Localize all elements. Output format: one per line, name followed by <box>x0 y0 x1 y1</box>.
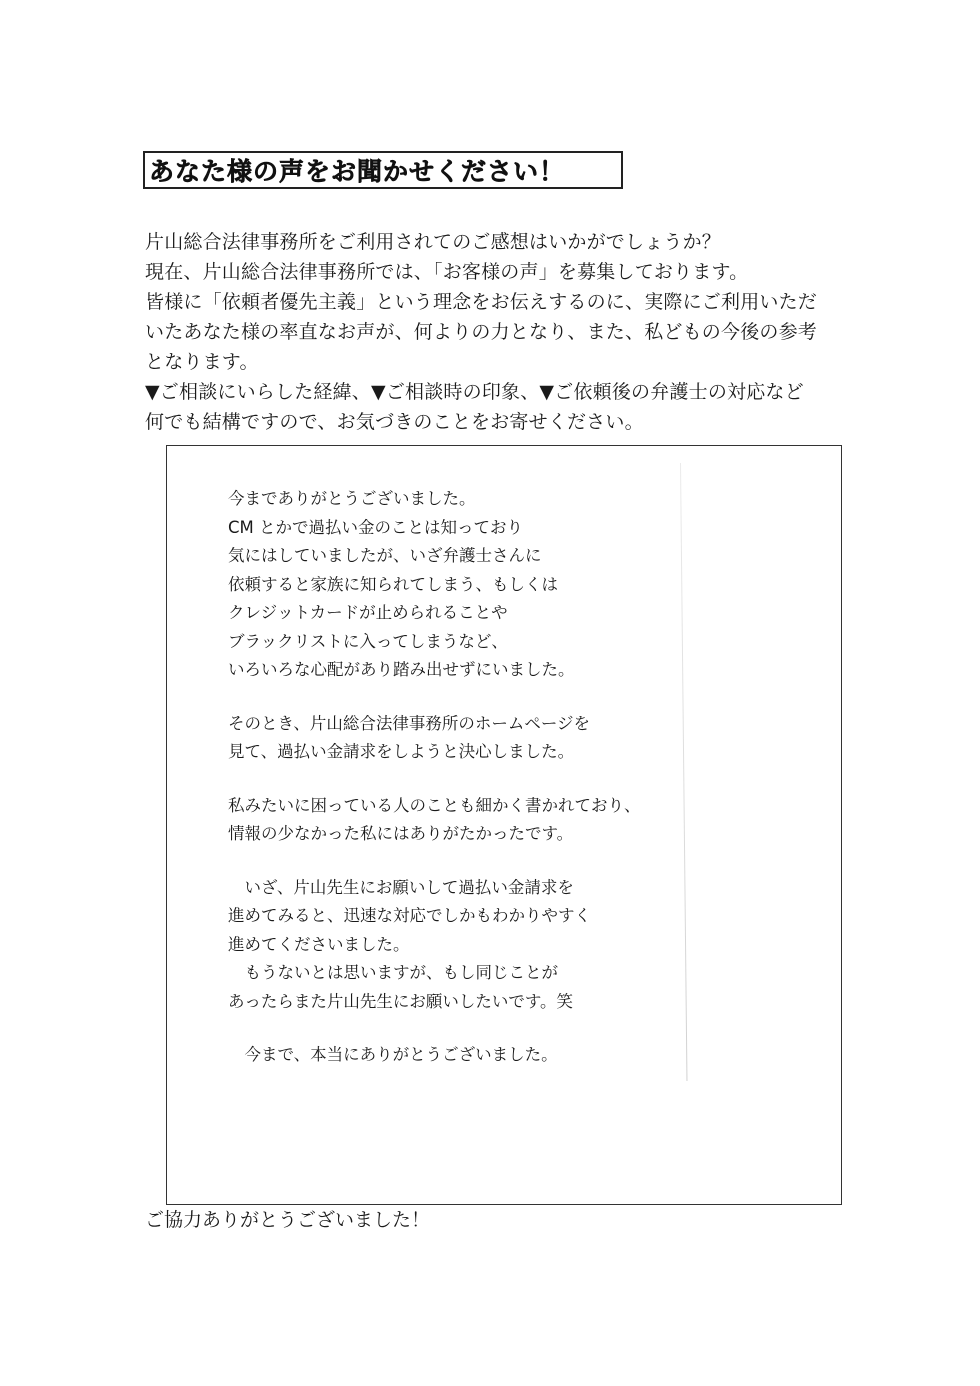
letter-line: あったらまた片山先生にお願いしたいです。笑 <box>228 991 574 1011</box>
intro-line: 現在、片山総合法律事務所では、「お客様の声」を募集しております。 <box>145 261 749 283</box>
intro-line: ▼ご相談にいらした経緯、▼ご相談時の印象、▼ご依頼後の弁護士の対応など <box>145 381 804 403</box>
letter-line: そのとき、片山総合法律事務所のホームページを <box>228 713 591 733</box>
letter-paragraph <box>228 710 678 767</box>
letter-paragraph <box>228 874 678 1017</box>
letter-line: 情報の少なかった私にはありがたかったです。 <box>228 824 574 843</box>
letter-line: もうないとは思いますが、もし同じことが <box>228 963 558 982</box>
letter-line: 依頼すると家族に知られてしまう、もしくは <box>228 574 558 594</box>
customer-letter <box>228 485 678 1095</box>
letter-line: いざ、片山先生にお願いして過払い金請求を <box>228 877 574 897</box>
intro-line: いたあなた様の率直なお声が、何よりの力となり、また、私どもの今後の参考 <box>145 321 818 343</box>
intro-line: 片山総合法律事務所をご利用されてのご感想はいかがでしょうか？ <box>145 231 722 253</box>
letter-line: いろいろな心配があり踏み出せずにいました。 <box>228 660 575 679</box>
intro-line: となります。 <box>145 351 259 373</box>
page-title: あなた様の声をお聞かせください！ <box>149 157 566 186</box>
letter-line: 気にはしていましたが、いざ弁護士さんに <box>228 546 542 565</box>
letter-line: 今まで、本当にありがとうございました。 <box>228 1045 558 1064</box>
letter-paragraph <box>228 792 678 849</box>
letter-line: 進めてみると、迅速な対応でしかもわかりやすく <box>228 906 591 925</box>
intro-text <box>145 227 865 437</box>
letter-paragraph <box>228 485 678 685</box>
letter-line: ブラックリストに入ってしまうなど、 <box>228 631 508 651</box>
intro-line: 皆様に「依頼者優先主義」という理念をお伝えするのに、実際にご利用いただ <box>145 291 818 313</box>
title-box <box>143 151 623 189</box>
letter-paragraph <box>228 1041 678 1070</box>
letter-line: CM とかで過払い金のことは知っており <box>228 517 524 537</box>
intro-line: 何でも結構ですので、お気づきのことをお寄せください。 <box>145 411 644 433</box>
letter-line: 見て、過払い金請求をしようと決心しました。 <box>228 742 575 761</box>
letter-line: 進めてくださいました。 <box>228 934 410 954</box>
letter-line: 今までありがとうございました。 <box>228 489 476 508</box>
letter-line: クレジットカードが止められることや <box>228 603 508 622</box>
letter-line: 私みたいに困っている人のことも細かく書かれており、 <box>228 795 641 815</box>
closing-thanks: ご協力ありがとうございました！ <box>145 1209 431 1231</box>
